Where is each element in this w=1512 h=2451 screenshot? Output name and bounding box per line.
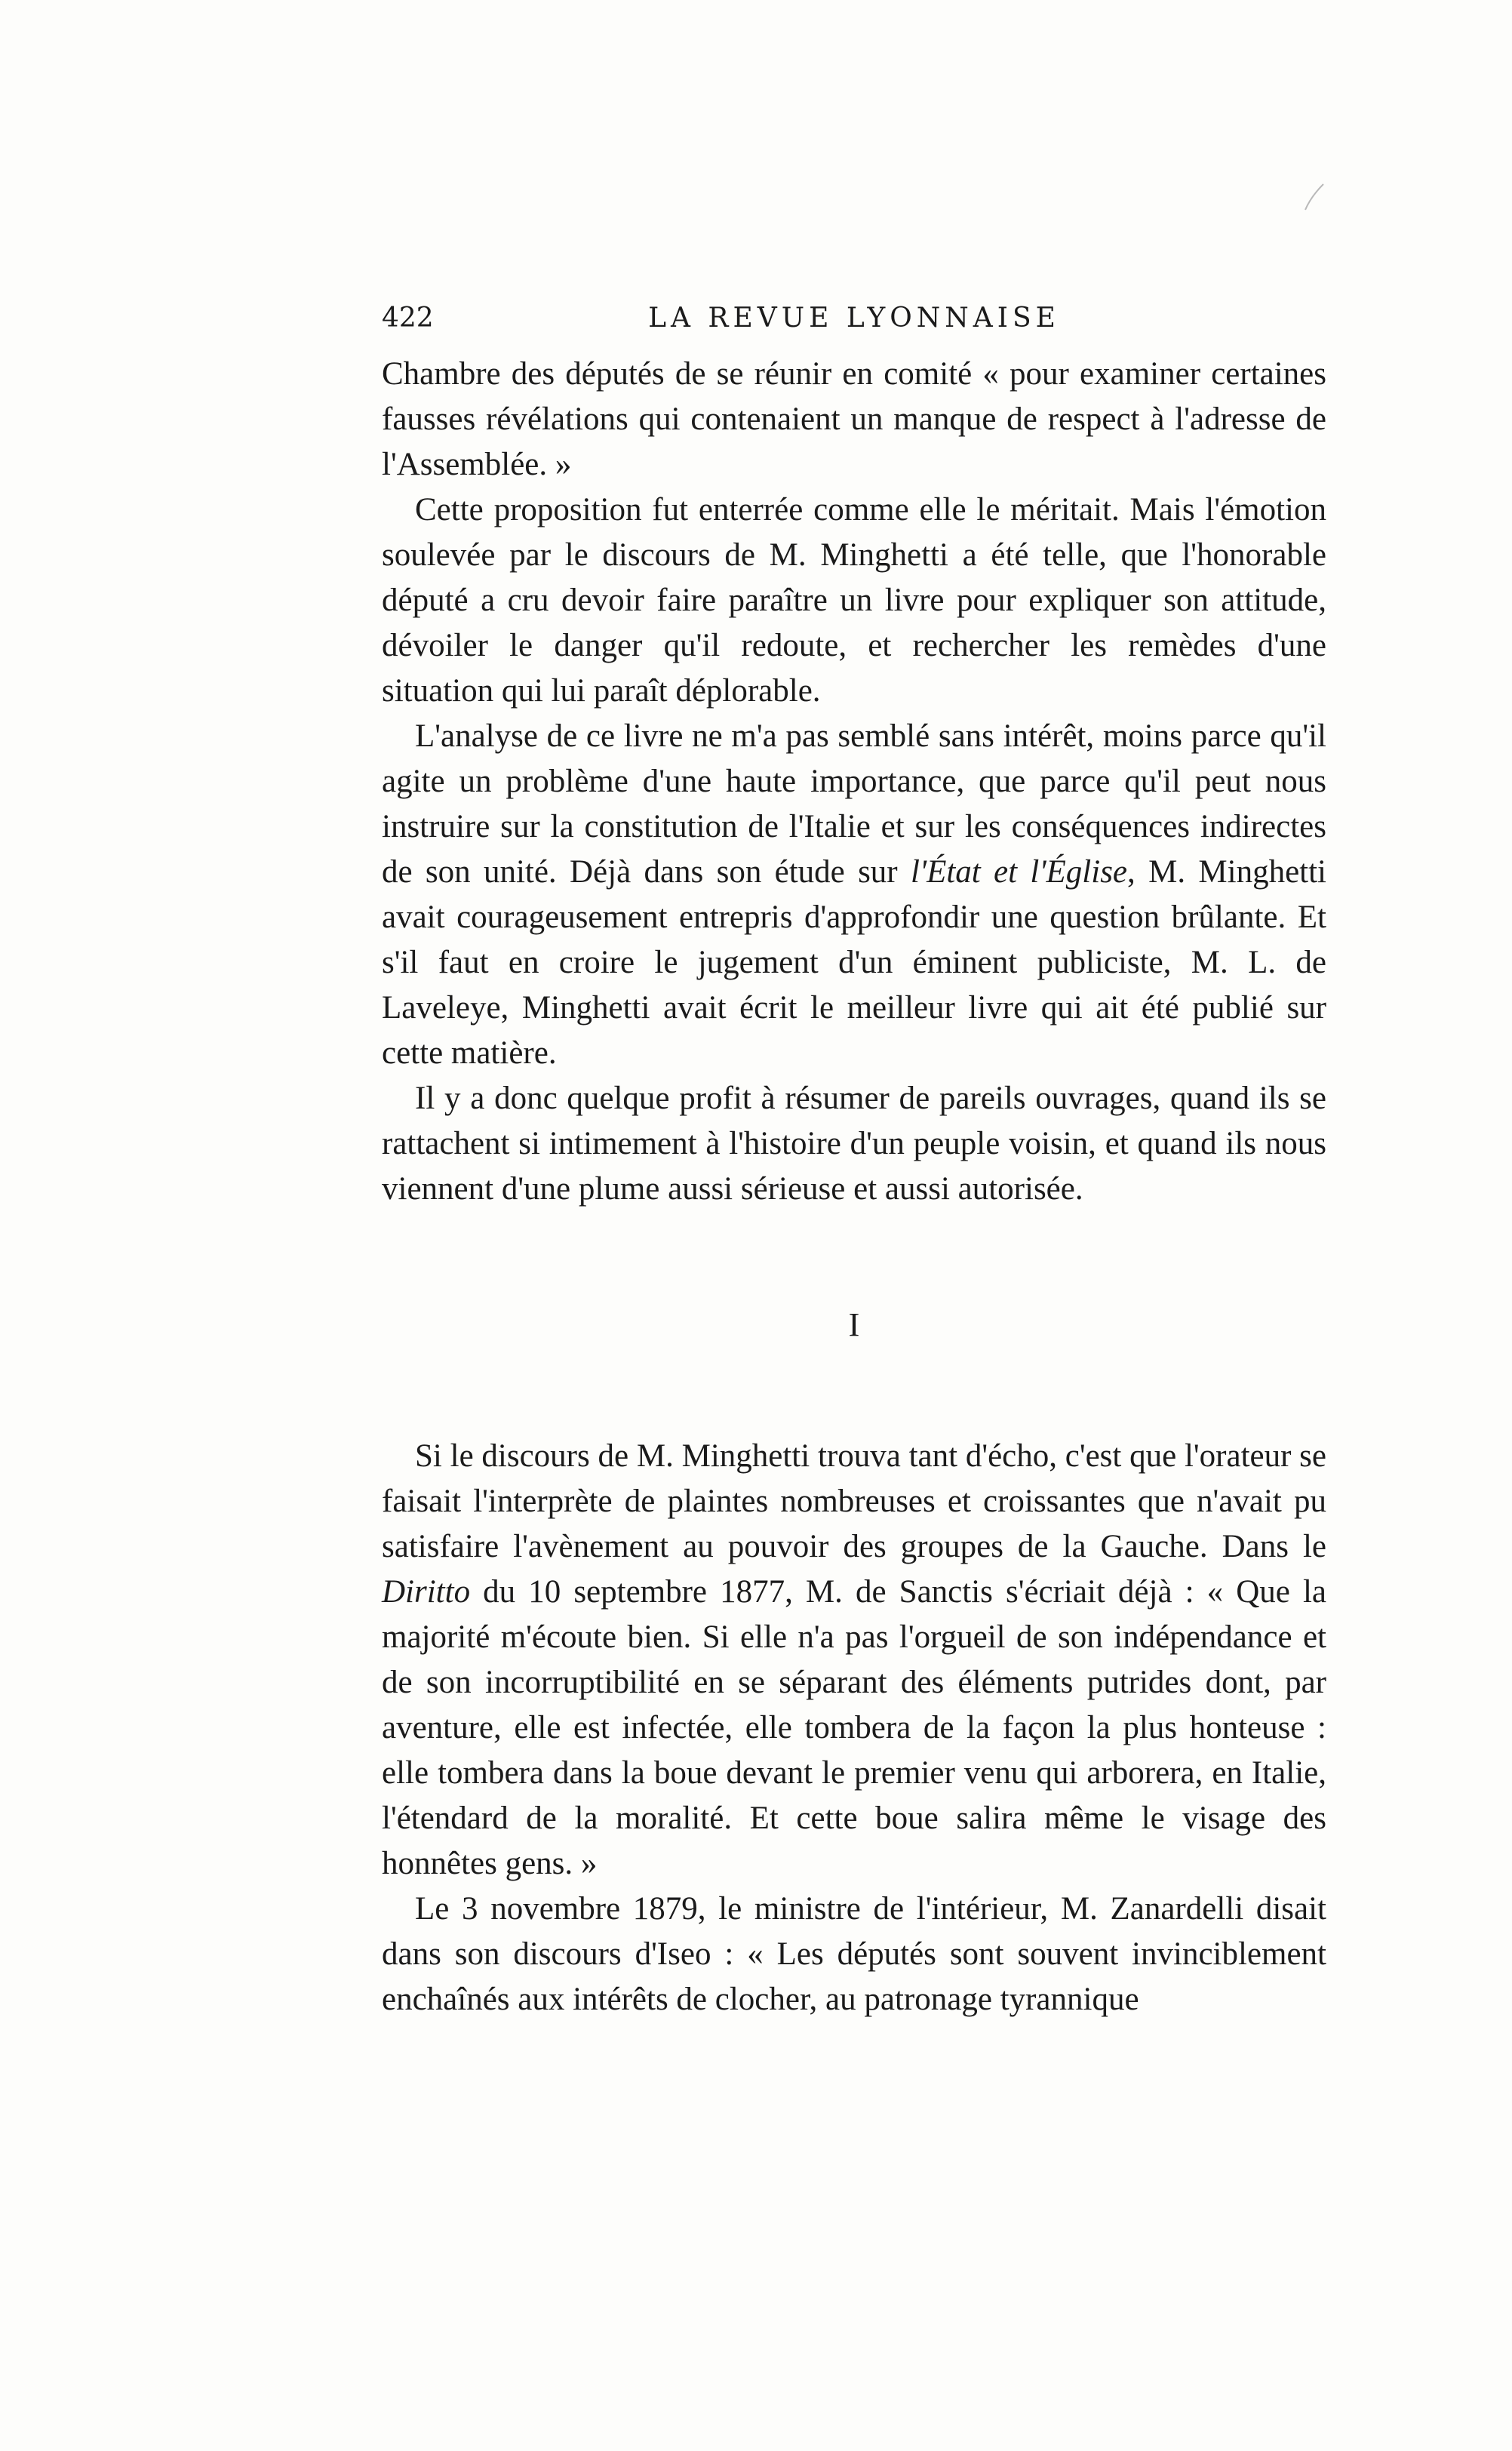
paragraph-text: L'analyse de ce livre ne m'a pas semblé sans intérêt, moins parce qu'il agite un problème d'une haute importance, que parce qu'il peut nous instruire sur la constitution de l'Italie et sur les conséquences indirectes de son unité. Déjà dans son étude sur xyxy=(382,718,1326,890)
running-title: LA REVUE LYONNAISE xyxy=(648,303,1060,334)
paragraph-text: , M. Minghetti avait courageusement entrepris d'approfondir une question brûlante. Et s'il faut en croire le jugement d'un éminent publiciste, M. L. de Laveleye, Minghetti avait écrit le meilleur livre qui ait été publié sur cette matière. xyxy=(382,854,1326,1071)
page-number: 422 xyxy=(382,303,434,334)
paragraph xyxy=(382,487,1326,714)
paragraph-text: Si le discours de M. Minghetti trouva tant d'écho, c'est que l'orateur se faisait l'interprète de plaintes nombreuses et croissantes que n'avait pu satisfaire l'avènement au pouvoir des groupes de la Gauche. Dans le xyxy=(382,1438,1326,1564)
page-header xyxy=(382,296,1326,341)
paragraph xyxy=(382,1434,1326,1887)
paragraph xyxy=(382,352,1326,487)
body-text-after-section xyxy=(382,1434,1326,2022)
paragraph xyxy=(382,714,1326,1076)
body-text-before-section xyxy=(382,352,1326,1212)
paragraph xyxy=(382,1887,1326,2022)
newspaper-title-italic: Diritto xyxy=(382,1574,471,1610)
paragraph-text: Le 3 novembre 1879, le ministre de l'intérieur, M. Zanardelli disait dans son discours d'Iseo : « Les députés sont souvent invinciblement enchaînés aux intérêts de clocher, au patronage tyrannique xyxy=(382,1891,1326,2017)
paragraph-text: Il y a donc quelque profit à résumer de pareils ouvrages, quand ils se rattachent si intimement à l'histoire d'un peuple voisin, et quand ils nous viennent d'une plume aussi sérieuse et aussi autorisée. xyxy=(382,1081,1326,1207)
section-heading: I xyxy=(848,1306,860,1343)
paragraph-text: du 10 septembre 1877, M. de Sanctis s'écriait déjà : « Que la majorité m'écoute bien. Si elle n'a pas l'orgueil de son indépendance et de son incorruptibilité en se séparant des éléments putrides dont, par aventure, elle est infectée, elle tombera de la façon la plus honteuse : elle tombera dans la boue devant le premier venu qui arborera, en Italie, l'étendard de la moralité. Et cette boue salira même le visage des honnêtes gens. » xyxy=(382,1574,1326,1881)
book-title-italic: l'État et l'Église xyxy=(910,854,1128,890)
paragraph xyxy=(382,1076,1326,1212)
paragraph-text: Cette proposition fut enterrée comme elle le méritait. Mais l'émotion soulevée par le discours de M. Minghetti a été telle, que l'honorable député a cru devoir faire paraître un livre pour expliquer son attitude, dévoiler le danger qu'il redoute, et rechercher les remèdes d'une situation qui lui paraît déplorable. xyxy=(382,492,1326,709)
paragraph-text: Chambre des députés de se réunir en comité « pour examiner certaines fausses révélations qui contenaient un manque de respect à l'adresse de l'Assemblée. » xyxy=(382,356,1326,482)
pencil-mark-icon xyxy=(1302,183,1325,213)
